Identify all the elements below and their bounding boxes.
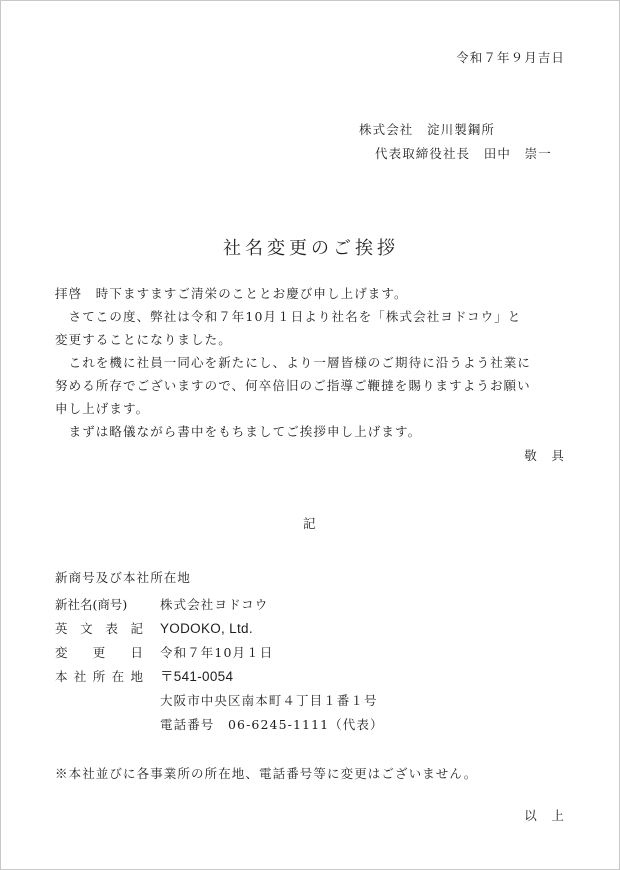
body-line: さてこの度、弊社は令和７年10月１日より社名を「株式会社ヨドコウ」と <box>55 309 522 324</box>
sender-representative: 代表取締役社長 田中 崇一 <box>375 146 552 161</box>
detail-label: 本社所在地 <box>55 669 143 684</box>
body-line: 拝啓 時下ますますご清栄のこととお慶び申し上げます。 <box>55 286 408 301</box>
body-line: 変更することになりました。 <box>55 332 232 347</box>
body-line: 努める所存でございますので、何卒倍旧のご指導ご鞭撻を賜りますようお願い <box>55 378 531 393</box>
details-heading: 新商号及び本社所在地 <box>55 570 192 585</box>
detail-label: 新社名(商号) <box>55 597 128 612</box>
detail-value: 〒541-0054 <box>160 669 234 684</box>
detail-row <box>55 596 268 614</box>
body-line: これを機に社員一同心を新たにし、より一層皆様のご期待に沿うよう社業に <box>55 355 532 370</box>
footnote: ※本社並びに各事業所の所在地、電話番号等に変更はございません。 <box>55 766 478 781</box>
detail-value: 株式会社ヨドコウ <box>160 597 269 612</box>
letter-title: 社名変更のご挨拶 <box>223 238 399 259</box>
detail-value: YODOKO, Ltd. <box>160 621 253 636</box>
detail-row <box>55 620 253 638</box>
detail-label: 変更日 <box>55 645 143 660</box>
detail-row <box>55 644 273 662</box>
detail-value: 令和７年10月１日 <box>160 645 274 660</box>
sender-company: 株式会社 淀川製鋼所 <box>359 122 496 137</box>
body-line: 申し上げます。 <box>55 401 150 416</box>
closing-ijo: 以 上 <box>524 808 565 823</box>
address: 大阪市中央区南本町４丁目１番１号 <box>160 693 378 708</box>
ki-heading: 記 <box>303 516 317 531</box>
letter-date: 令和７年９月吉日 <box>456 50 565 65</box>
phone: 電話番号 06-6245-1111（代表） <box>160 717 384 732</box>
detail-row <box>55 668 233 686</box>
body-line: まずは略儀ながら書中をもちましてご挨拶申し上げます。 <box>55 424 422 439</box>
closing-keigu: 敬 具 <box>524 448 565 463</box>
detail-label: 英文表記 <box>55 621 143 636</box>
